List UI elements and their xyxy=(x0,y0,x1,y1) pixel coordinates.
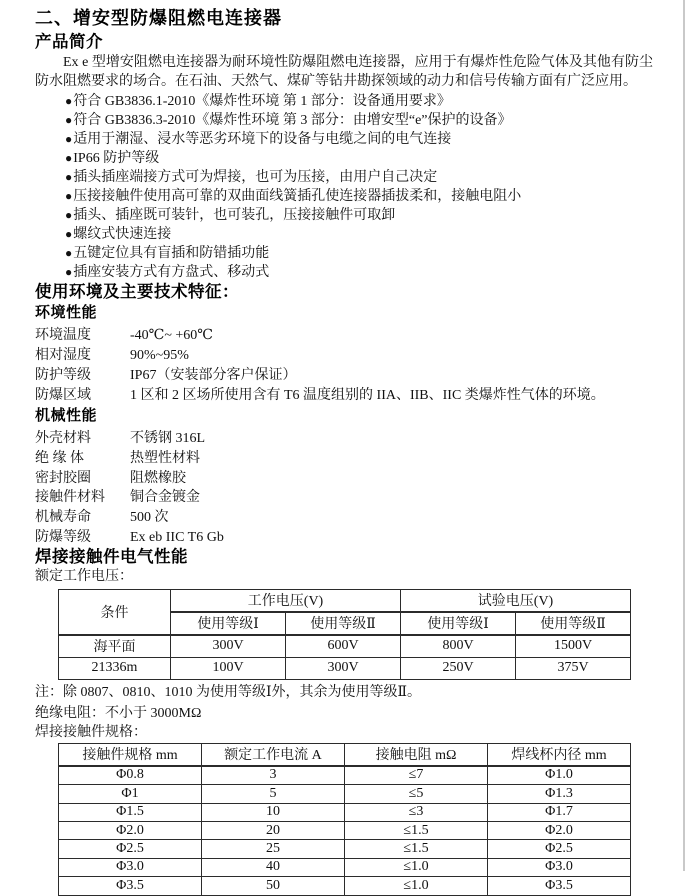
tech-heading: 使用环境及主要技术特征： xyxy=(35,283,239,301)
spec-cell: ≤7 xyxy=(345,766,488,785)
spec-cell: 40 xyxy=(202,858,345,876)
page-title: 二、增安型防爆阻燃电连接器 xyxy=(35,8,282,28)
usage-class-header-cell: 使用等级Ⅰ xyxy=(171,612,286,635)
usage-class-note: 注：除 0807、0810、1010 为使用等级Ⅰ外，其余为使用等级Ⅱ。 xyxy=(35,684,422,700)
spec-header-cell: 接触件规格 mm xyxy=(59,743,202,766)
property-label: 绝 缘 体 xyxy=(35,450,84,466)
property-label: 外壳材料 xyxy=(35,431,91,446)
spec-row xyxy=(59,858,631,876)
property-row xyxy=(35,508,653,528)
spec-header-cell: 接触电阻 mΩ xyxy=(345,743,488,766)
env-properties xyxy=(35,322,653,406)
property-value: 铜合金镀金 xyxy=(130,490,200,506)
property-value: Ex eb IIC T6 Gb xyxy=(130,529,224,545)
usage-class-header-cell: 使用等级Ⅰ xyxy=(401,612,516,635)
voltage-cell: 800V xyxy=(401,635,516,658)
spec-cell: Φ1 xyxy=(59,785,202,803)
bullet-icon: ● xyxy=(65,170,73,184)
voltage-cell: 300V xyxy=(171,635,286,658)
feature-item xyxy=(65,206,653,225)
feature-item xyxy=(65,92,653,111)
feature-item xyxy=(65,187,653,206)
property-value: -40℃~ +60℃ xyxy=(130,328,213,343)
spec-cell: Φ3.0 xyxy=(488,858,631,876)
property-label: 机械寿命 xyxy=(35,510,91,526)
working-voltage-header-cell: 工作电压(V) xyxy=(171,589,401,612)
bullet-icon: ● xyxy=(65,151,73,165)
bullet-icon: ● xyxy=(65,208,73,222)
property-label: 防爆区域 xyxy=(35,388,91,403)
property-value: 1 区和 2 区场所使用含有 T6 温度组别的 IIA、IIB、IIC 类爆炸性气体的环境。 xyxy=(130,388,605,403)
voltage-row xyxy=(59,657,631,679)
feature-item xyxy=(65,263,653,282)
property-row xyxy=(35,386,653,406)
voltage-table-label: 额定工作电压： xyxy=(35,568,133,584)
property-value: 500 次 xyxy=(130,510,169,526)
spec-cell: Φ2.5 xyxy=(488,840,631,858)
spec-cell: 20 xyxy=(202,821,345,839)
spec-row xyxy=(59,840,631,858)
spec-cell: Φ3.5 xyxy=(59,877,202,895)
spec-cell: 5 xyxy=(202,785,345,803)
spec-cell: Φ1.3 xyxy=(488,785,631,803)
bullet-icon: ● xyxy=(65,246,73,260)
property-row xyxy=(35,449,653,469)
voltage-cell: 300V xyxy=(286,657,401,679)
spec-cell: Φ2.0 xyxy=(488,821,631,839)
mech-properties xyxy=(35,425,653,548)
voltage-cell: 1500V xyxy=(516,635,631,658)
spec-cell: Φ2.5 xyxy=(59,840,202,858)
spec-cell: Φ3.0 xyxy=(59,858,202,876)
usage-class-header-cell: 使用等级Ⅱ xyxy=(516,612,631,635)
voltage-cell: 375V xyxy=(516,657,631,679)
usage-class-header-cell: 使用等级Ⅱ xyxy=(286,612,401,635)
spec-cell: 3 xyxy=(202,766,345,785)
property-label: 环境温度 xyxy=(35,328,91,343)
property-row xyxy=(35,326,653,346)
bullet-icon: ● xyxy=(65,189,73,203)
voltage-header-row xyxy=(59,589,631,612)
property-value: 90%~95% xyxy=(130,348,189,363)
feature-text: 插头插座端接方式可为焊接，也可为压接，由用户自己决定 xyxy=(73,170,438,185)
bullet-icon: ● xyxy=(65,227,73,241)
feature-text: 插座安装方式有方盘式、移动式 xyxy=(73,265,270,280)
voltage-table xyxy=(58,589,631,680)
mech-heading: 机械性能 xyxy=(35,407,98,424)
property-row xyxy=(35,469,653,489)
spec-header-cell: 额定工作电流 A xyxy=(202,743,345,766)
feature-text: 符合 GB3836.3-2010《爆炸性环境 第 3 部分：由增安型“e”保护的设备》 xyxy=(73,113,512,128)
feature-item xyxy=(65,168,653,187)
voltage-row xyxy=(59,635,631,658)
bullet-icon: ● xyxy=(65,94,73,108)
spec-header-cell: 焊线杯内径 mm xyxy=(488,743,631,766)
spec-cell: Φ3.5 xyxy=(488,877,631,895)
spec-cell: ≤1.0 xyxy=(345,877,488,895)
bullet-icon: ● xyxy=(65,113,73,127)
intro-heading: 产品简介 xyxy=(35,33,103,51)
spec-row xyxy=(59,803,631,821)
condition-cell: 海平面 xyxy=(59,635,171,658)
voltage-cell: 250V xyxy=(401,657,516,679)
spec-cell: Φ1.0 xyxy=(488,766,631,785)
property-row xyxy=(35,429,653,449)
property-row xyxy=(35,528,653,548)
spec-cell: ≤1.5 xyxy=(345,821,488,839)
spec-row xyxy=(59,766,631,785)
property-value: IP67（安装部分客户保证） xyxy=(130,368,297,383)
spec-cell: Φ2.0 xyxy=(59,821,202,839)
property-value: 阻燃橡胶 xyxy=(130,470,186,486)
condition-header-cell: 条件 xyxy=(59,589,171,635)
feature-text: 五键定位具有盲插和防错插功能 xyxy=(73,246,270,261)
property-row xyxy=(35,488,653,508)
property-value: 不锈钢 316L xyxy=(130,431,206,446)
feature-list xyxy=(65,92,653,282)
test-voltage-header-cell: 试验电压(V) xyxy=(401,589,631,612)
electrical-heading: 焊接接触件电气性能 xyxy=(35,547,188,566)
condition-cell: 21336m xyxy=(59,657,171,679)
bullet-icon: ● xyxy=(65,132,73,146)
property-value: 热塑性材料 xyxy=(130,450,200,466)
spec-cell: ≤5 xyxy=(345,785,488,803)
spec-row xyxy=(59,877,631,895)
property-label: 防爆等级 xyxy=(35,529,91,545)
feature-item xyxy=(65,149,653,168)
spec-table-label: 焊接接触件规格： xyxy=(35,724,147,740)
spec-header-row xyxy=(59,743,631,766)
feature-item xyxy=(65,111,653,130)
spec-cell: Φ0.8 xyxy=(59,766,202,785)
feature-text: 符合 GB3836.1-2010《爆炸性环境 第 1 部分：设备通用要求》 xyxy=(73,94,451,109)
feature-text: IP66 防护等级 xyxy=(73,151,160,166)
feature-text: 插头、插座既可装针，也可装孔，压接接触件可取卸 xyxy=(73,208,396,223)
property-label: 接触件材料 xyxy=(35,490,105,506)
property-label: 密封胶圈 xyxy=(35,470,91,486)
spec-row xyxy=(59,821,631,839)
spec-cell: 25 xyxy=(202,840,345,858)
spec-row xyxy=(59,785,631,803)
spec-cell: Φ1.7 xyxy=(488,803,631,821)
spec-cell: 50 xyxy=(202,877,345,895)
spec-cell: ≤1.5 xyxy=(345,840,488,858)
voltage-cell: 600V xyxy=(286,635,401,658)
property-label: 相对湿度 xyxy=(35,348,91,363)
spec-cell: Φ1.5 xyxy=(59,803,202,821)
spec-cell: ≤3 xyxy=(345,803,488,821)
feature-text: 适用于潮湿、浸水等恶劣环境下的设备与电缆之间的电气连接 xyxy=(73,132,452,147)
insulation-resistance-note: 绝缘电阻：不小于 3000MΩ xyxy=(35,705,202,721)
bullet-icon: ● xyxy=(65,265,73,279)
feature-item xyxy=(65,130,653,149)
property-row xyxy=(35,366,653,386)
spec-cell: ≤1.0 xyxy=(345,858,488,876)
feature-item xyxy=(65,244,653,263)
feature-item xyxy=(65,225,653,244)
property-label: 防护等级 xyxy=(35,368,91,383)
intro-paragraph: Ex e 型增安阻燃电连接器为耐环境性防爆阻燃电连接器，应用于有爆炸性危险气体及其他有防尘防水阻燃要求的场合。在石油、天然气、煤矿等钻井勘探领域的动力和信号传输方面有广泛应用。 xyxy=(35,55,653,89)
voltage-cell: 100V xyxy=(171,657,286,679)
spec-cell: 10 xyxy=(202,803,345,821)
feature-text: 压接接触件使用高可靠的双曲面线簧插孔使连接器插拔柔和，接触电阻小 xyxy=(73,189,522,204)
feature-text: 螺纹式快速连接 xyxy=(73,227,172,242)
env-heading: 环境性能 xyxy=(35,304,98,321)
property-row xyxy=(35,346,653,366)
spec-table xyxy=(58,743,631,896)
